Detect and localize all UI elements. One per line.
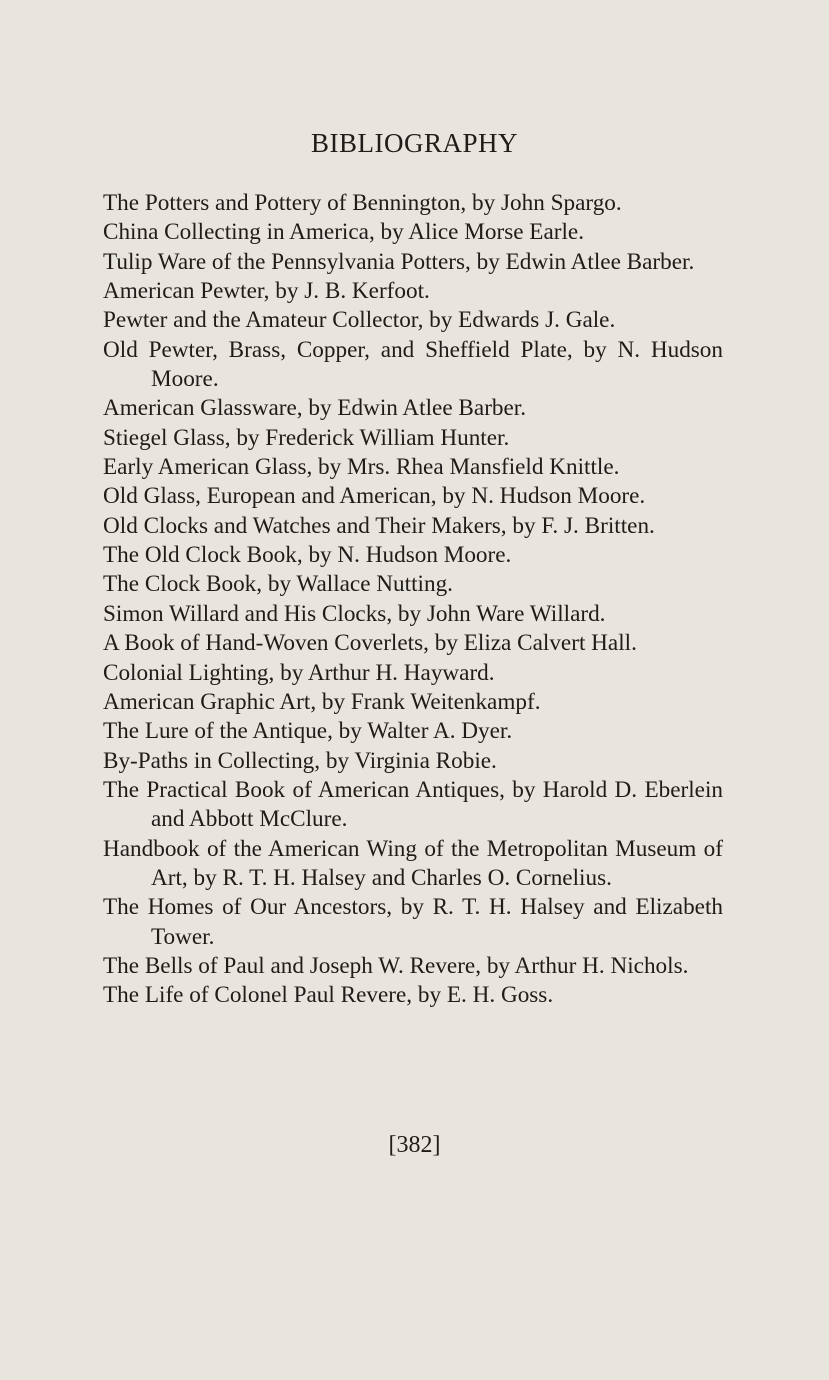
bibliography-entry: Simon Willard and His Clocks, by John Ware Willard. bbox=[103, 600, 606, 627]
bibliography-entry: Early American Glass, by Mrs. Rhea Mansfield Knittle. bbox=[103, 454, 620, 481]
bibliography-entry: Handbook of the American Wing of the Metropolitan Museum of Art, by R. T. H. Halsey and Charles O. Cornelius. bbox=[103, 835, 723, 891]
page-title: BIBLIOGRAPHY bbox=[310, 128, 518, 158]
bibliography-entry: The Old Clock Book, by N. Hudson Moore. bbox=[103, 542, 512, 569]
bibliography-entry: Old Clocks and Watches and Their Makers, by F. J. Britten. bbox=[103, 512, 655, 539]
bibliography-entry: By-Paths in Collecting, by Virginia Robie. bbox=[103, 747, 497, 774]
bibliography-entry: A Book of Hand-Woven Coverlets, by Eliza Calvert Hall. bbox=[103, 630, 637, 657]
bibliography-entry: The Practical Book of American Antiques, by Harold D. Eberlein and Abbott McClure. bbox=[103, 776, 723, 833]
bibliography-entry: The Lure of the Antique, by Walter A. Dyer. bbox=[103, 718, 513, 745]
bibliography-entry: American Pewter, by J. B. Kerfoot. bbox=[103, 278, 430, 305]
page-number: [382] bbox=[388, 1132, 441, 1158]
bibliography-entry: American Graphic Art, by Frank Weitenkampf. bbox=[103, 688, 541, 715]
bibliography-entry: Old Pewter, Brass, Copper, and Sheffield Plate, by N. Hudson Moore. bbox=[103, 336, 723, 393]
bibliography-entry: The Potters and Pottery of Bennington, by John Spargo. bbox=[103, 190, 622, 216]
bibliography-entry: Colonial Lighting, by Arthur H. Hayward. bbox=[103, 659, 495, 686]
bibliography-entry: American Glassware, by Edwin Atlee Barber. bbox=[103, 395, 527, 422]
bibliography-list bbox=[103, 189, 723, 1011]
bibliography-entry: Old Glass, European and American, by N. Hudson Moore. bbox=[103, 483, 646, 510]
bibliography-entry: The Bells of Paul and Joseph W. Revere, by Arthur H. Nichols. bbox=[103, 952, 689, 979]
bibliography-entry: China Collecting in America, by Alice Morse Earle. bbox=[103, 219, 585, 246]
bibliography-entry: The Clock Book, by Wallace Nutting. bbox=[103, 571, 453, 598]
bibliography-entry: The Homes of Our Ancestors, by R. T. H. Halsey and Elizabeth Tower. bbox=[103, 894, 723, 950]
bibliography-entry: Tulip Ware of the Pennsylvania Potters, by Edwin Atlee Barber. bbox=[103, 248, 695, 275]
bibliography-entry: Pewter and the Amateur Collector, by Edwards J. Gale. bbox=[103, 307, 616, 334]
bibliography-entry: The Life of Colonel Paul Revere, by E. H. Goss. bbox=[103, 982, 554, 1009]
bibliography-entry: Stiegel Glass, by Frederick William Hunter. bbox=[103, 424, 510, 451]
